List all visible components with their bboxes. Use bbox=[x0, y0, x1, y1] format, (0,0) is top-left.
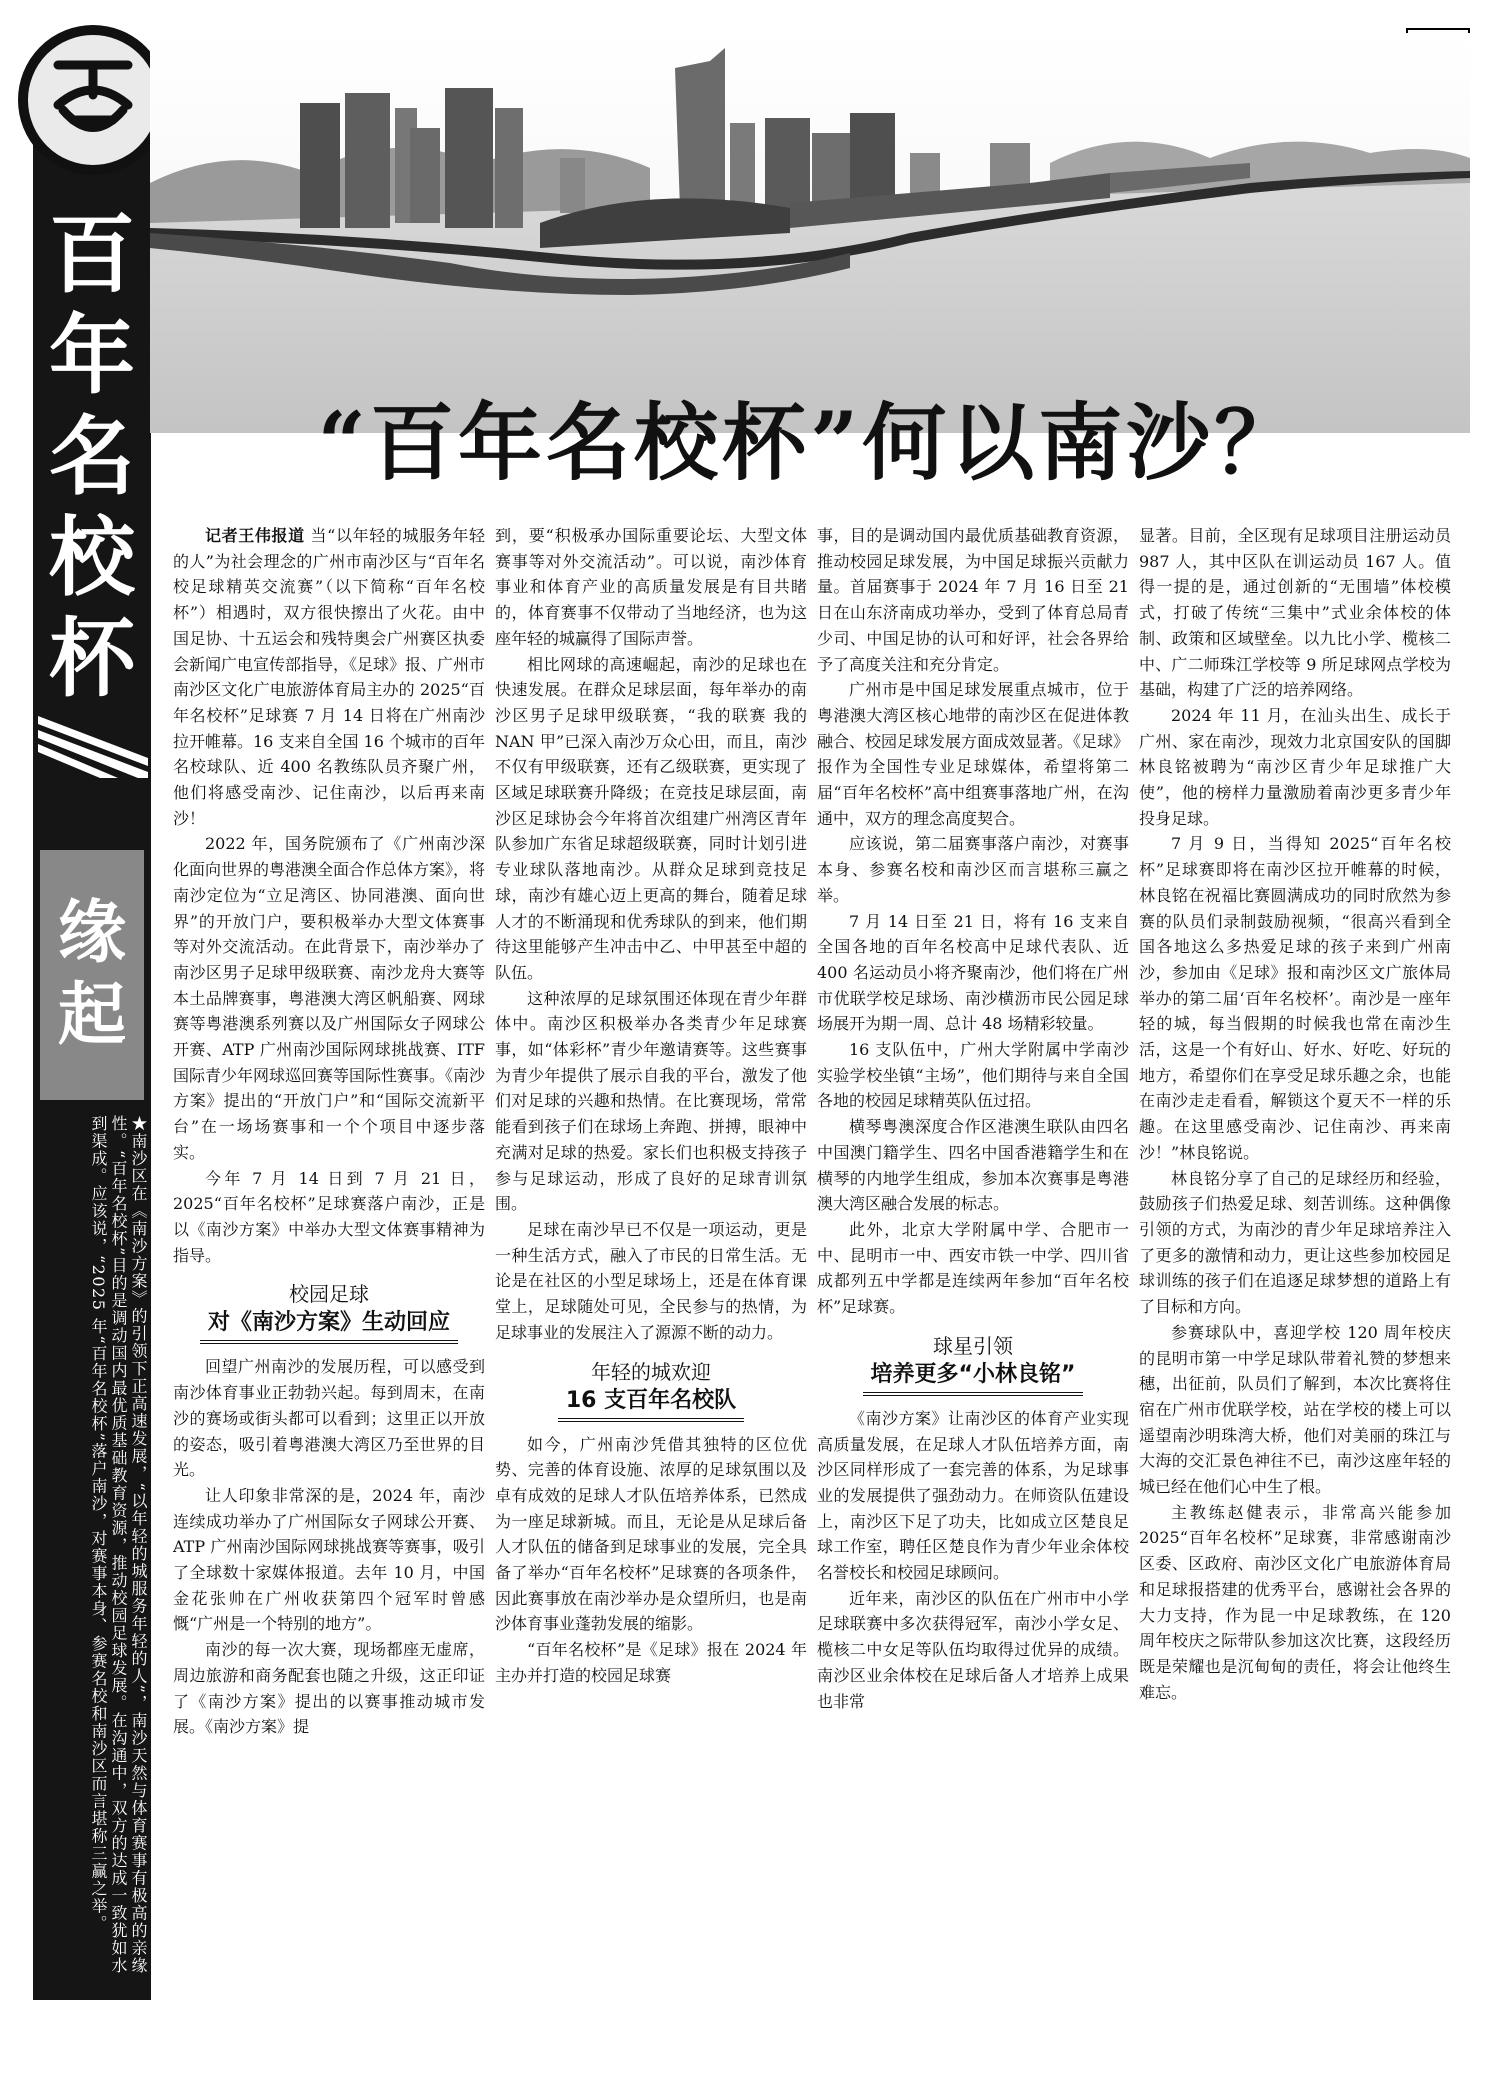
paragraph: 如今，广州南沙凭借其独特的区位优势、完善的体育设施、浓厚的足球氛围以及卓有成效的足球人才队伍培养体系，已然成为一座足球新城。而且，无论是从足球后备人才队伍的储备到足球事业的发展，完全具备了举办“百年名校杯”足球赛的各项条件，因此赛事放在南沙举办是众望所归，也是南沙体育事业蓬勃发展的缩影。 bbox=[495, 1434, 807, 1634]
column-4 bbox=[1134, 523, 1456, 2023]
section-logo bbox=[18, 25, 168, 175]
subheading-title: 对《南沙方案》生动回应 bbox=[200, 1308, 458, 1344]
title-char: 杯 bbox=[49, 609, 135, 709]
article-body bbox=[168, 523, 1458, 2023]
logo-glyph bbox=[28, 35, 158, 165]
subheading-title: 16 支百年名校队 bbox=[558, 1386, 744, 1422]
paragraph: 南沙的每一次大赛，现场都座无虚席，周边旅游和商务配套也随之升级，这正印证了《南沙方案》提出的以赛事推动城市发展。《南沙方案》提 bbox=[173, 1640, 485, 1737]
paragraph: 这种浓厚的足球氛围还体现在青少年群体中。南沙区积极举办各类青少年足球赛事，如“体彩杯”青少年邀请赛等。这些赛事为青少年提供了展示自我的平台，激发了他们对足球的兴趣和热情。在比赛现场，常常能看到孩子们在球场上奔跑、拼搏，眼神中充满对足球的热爱。家长们也积极支持孩子参与足球运动，形成了良好的足球青训氛围。 bbox=[495, 988, 807, 1214]
title-char: 校 bbox=[49, 508, 135, 608]
paragraph: 让人印象非常深的是，2024 年，南沙连续成功举办了广州国际女子网球公开赛、ATP 广州南沙国际网球挑战赛等赛事，吸引了全球数十家媒体报道。去年 10 月，中国金花张帅在广州收获第四个冠军时曾感慨“广州是一个特别的地方”。 bbox=[173, 1485, 485, 1634]
paragraph: 近年来，南沙区的队伍在广州市中小学足球联赛中多次获得冠军，南沙小学女足、榄核二中女足等队伍均取得过优异的成绩。南沙区业余体校在足球后备人才培养上成果也非常 bbox=[817, 1588, 1129, 1711]
paragraph: 主教练赵健表示，非常高兴能参加 2025“百年名校杯”足球赛，非常感谢南沙区委、区政府、南沙区文化广电旅游体育局和足球报搭建的优秀平台，感谢社会各界的大力支持，作为昆一中足球教练，在 120 周年校庆之际带队参加这次比赛，这段经历既是荣耀也是沉甸甸的责任，将会让他终生难忘。 bbox=[1139, 1502, 1451, 1702]
subheading-kicker: 年轻的城欢迎 bbox=[591, 1359, 711, 1384]
headline: “百年名校杯”何以南沙？ bbox=[317, 392, 1303, 492]
column-2 bbox=[490, 523, 812, 2023]
column-1 bbox=[168, 523, 490, 2023]
title-char: 百 bbox=[49, 205, 135, 305]
byline: 记者王伟报道 bbox=[205, 526, 305, 545]
paragraph: 当“以年轻的城服务年轻的人”为社会理念的广州市南沙区与“百年名校足球精英交流赛”（以下简称“百年名校杯”）相遇时，双方很快擦出了火花。由中国足协、十五运会和残特奥会广州赛区执委会新闻广电宣传部指导，《足球》报、广州市南沙区文化广电旅游体育局主办的 2025“百年名校杯”足球赛 7 月 14 日将在广州南沙拉开帷幕。16 支来自全国 16 个城市的百年名校球队、近 400 名教练队员齐聚广州，他们将感受南沙、记住南沙，以后再来南沙！ bbox=[173, 526, 486, 828]
paragraph: 参赛球队中，喜迎学校 120 周年校庆的昆明市第一中学足球队带着礼赞的梦想来穗，出征前，队员们了解到，本次比赛将住宿在广州市优联学校，站在学校的楼上可以遥望南沙明珠湾大桥，他们对美丽的珠江与大海的交汇景色神往不已，南沙这座年轻的城已经在他们心中生了根。 bbox=[1139, 1322, 1451, 1497]
sidebar-note: ★南沙区在《南沙方案》的引领下正高速发展，“以年轻的城服务年轻的人”，南沙天然与体育赛事有极高的亲缘性。“百年名校杯”目的是调动国内最优质基础教育资源，推动校园足球发展。在沟通中，双方的达成一致犹如水到渠成。应该说，“2025 年“百年名校杯”落户南沙，对赛事本身、参赛名校和南沙区而言堪称三赢之举。 bbox=[89, 1115, 148, 1975]
vertical-title bbox=[33, 205, 151, 710]
paragraph: 到，要“积极承办国际重要论坛、大型文体赛事等对外交流活动”。可以说，南沙体育事业和体育产业的高质量发展是有目共睹的，体育赛事不仅带动了当地经济，也为这座年轻的城赢得了国际声誉。 bbox=[495, 526, 807, 648]
paragraph: 今年 7 月 14 日到 7 月 21 日，2025“百年名校杯”足球赛落户南沙，正是以《南沙方案》中举办大型文体赛事精神为指导。 bbox=[173, 1168, 485, 1265]
paragraph: 回望广州南沙的发展历程，可以感受到南沙体育事业正勃勃兴起。每到周末，在南沙的赛场或街头都可以看到；这里正以开放的姿态，吸引着粤港澳大湾区乃至世界的目光。 bbox=[173, 1357, 485, 1480]
column-3 bbox=[812, 523, 1134, 2023]
subheading bbox=[173, 1280, 485, 1344]
decorative-stripes bbox=[38, 708, 148, 778]
paragraph: 2024 年 11 月，在汕头出生、成长于广州、家在南沙，现效力北京国安队的国脚林良铭被聘为“南沙区青少年足球推广大使”，他的榜样力量激励着南沙更多青少年投身足球。 bbox=[1139, 705, 1451, 828]
subheading-title: 培养更多“小林良铭” bbox=[863, 1360, 1084, 1396]
section-char: 起 bbox=[57, 976, 126, 1055]
section-char: 缘 bbox=[57, 894, 126, 973]
paragraph: 2022 年，国务院颁布了《广州南沙深化面向世界的粤港澳全面合作总体方案》，将南沙定位为“立足湾区、协同港澳、面向世界”的开放门户，要积极举办大型文体赛事等对外交流活动。在此背景下，南沙举办了南沙区男子足球甲级联赛、南沙龙舟大赛等本土品牌赛事，粤港澳大湾区帆船赛、网球赛等粤港澳系列赛以及广州国际女子网球公开赛、ATP 广州南沙国际网球挑战赛、ITF 国际青少年网球巡回赛等国际性赛事。《南沙方案》提出的“开放门户”和“国际交流新平台”在一场场赛事和一个个项目中逐步落实。 bbox=[173, 834, 486, 1162]
paragraph: 《南沙方案》让南沙区的体育产业实现高质量发展，在足球人才队伍培养方面，南沙区同样形成了一套完善的体系，为足球事业的发展提供了强劲动力。在师资队伍建设上，南沙区下足了功夫，比如成立区楚良足球工作室，聘任区楚良作为青少年业余体校名誉校长和校园足球顾问。 bbox=[817, 1408, 1129, 1583]
subheading bbox=[495, 1358, 807, 1422]
subheading bbox=[817, 1332, 1129, 1396]
paragraph: 相比网球的高速崛起，南沙的足球也在快速发展。在群众足球层面，每年举办的南沙区男子足球甲级联赛，“我的联赛 我的 NAN 甲”已深入南沙万众心田，而且，南沙不仅有甲级联赛，还有乙级联赛，更实现了区域足球联赛升降级；在竞技足球层面，南沙区足球协会今年将首次组建广州湾区青年队参加广东省足球超级联赛，同时计划引进专业球队落地南沙。从群众足球到竞技足球，南沙有雄心迈上更高的舞台，随着足球人才的不断涌现和优秀球队的到来，他们期待这里能够产生冲击中乙、中甲甚至中超的队伍。 bbox=[495, 654, 807, 982]
section-label bbox=[40, 850, 144, 1100]
paragraph: 16 支队伍中，广州大学附属中学南沙实验学校坐镇“主场”，他们期待与来自全国各地的校园足球精英队伍过招。 bbox=[817, 1040, 1129, 1111]
city-panorama-photo bbox=[150, 33, 1470, 433]
paragraph: 此外，北京大学附属中学、合肥市一中、昆明市一中、西安市铁一中学、四川省成都列五中学都是连续两年参加“百年名校杯”足球赛。 bbox=[817, 1219, 1129, 1317]
paragraph: 广州市是中国足球发展重点城市，位于粤港澳大湾区核心地带的南沙区在促进体教融合、校园足球发展方面成效显著。《足球》报作为全国性专业足球媒体，希望将第二届“百年名校杯”高中组赛事落地广州，在沟通中，双方的理念高度契合。 bbox=[817, 680, 1130, 828]
paragraph: 显著。目前，全区现有足球项目注册运动员 987 人，其中区队在训运动员 167 人。值得一提的是，通过创新的“无围墙”体校模式，打破了传统“三集中”式业余体校的体制、政策和区域壁垒。以九比小学、榄核二中、广二师珠江学校等 9 所足球网点学校为基础，构建了广泛的培养网络。 bbox=[1139, 526, 1451, 700]
subheading-kicker: 校园足球 bbox=[289, 1282, 369, 1307]
paragraph: 横琴粤澳深度合作区港澳生联队由四名中国澳门籍学生、四名中国香港籍学生和在横琴的内地学生组成，参加本次赛事是粤港澳大湾区融合发展的标志。 bbox=[817, 1117, 1129, 1214]
paragraph: “百年名校杯”是《足球》报在 2024 年主办并打造的校园足球赛 bbox=[495, 1640, 807, 1685]
paragraph: 7 月 14 日至 21 日，将有 16 支来自全国各地的百年名校高中足球代表队、近 400 名运动员小将齐聚南沙，他们将在广州市优联学校足球场、南沙横沥市民公园足球场展开为期一周、总计 48 场精彩较量。 bbox=[817, 911, 1129, 1034]
paragraph: 足球在南沙早已不仅是一项运动，更是一种生活方式，融入了市民的日常生活。无论是在社区的小型足球场上，还是在体育课堂上，足球随处可见，全民参与的热情，为足球事业的发展注入了源源不断的动力。 bbox=[495, 1219, 807, 1342]
paragraph: 7 月 9 日，当得知 2025“百年名校杯”足球赛即将在南沙区拉开帷幕的时候，林良铭在祝福比赛圆满成功的同时欣然为参赛的队员们录制鼓励视频，“很高兴看到全国各地这么多热爱足球的孩子来到广州南沙，参加由《足球》报和南沙区文广旅体局举办的第二届‘百年名校杯’。南沙是一座年轻的城，每当假期的时候我也常在南沙生活，这是一个有好山、好水、好吃、好玩的地方，希望你们在享受足球乐趣之余，也能在南沙走走看看，解锁这个夏天不一样的乐趣。在这里感受南沙、记住南沙、再来南沙！”林良铭说。 bbox=[1139, 834, 1451, 1162]
title-char: 年 bbox=[49, 306, 135, 406]
title-char: 名 bbox=[49, 407, 135, 507]
subheading-kicker: 球星引领 bbox=[933, 1333, 1013, 1358]
paragraph: 应该说，第二届赛事落户南沙，对赛事本身、参赛名校和南沙区而言堪称三赢之举。 bbox=[817, 834, 1129, 905]
paragraph: 事，目的是调动国内最优质基础教育资源，推动校园足球发展，为中国足球振兴贡献力量。首届赛事于 2024 年 7 月 16 日至 21 日在山东济南成功举办，受到了体育总局青少司、中国足协的认可和好评，社会各界给予了高度关注和充分肯定。 bbox=[817, 526, 1129, 674]
paragraph: 林良铭分享了自己的足球经历和经验，鼓励孩子们热爱足球、刻苦训练。这种偶像引领的方式，为南沙的青少年足球培养注入了更多的激情和动力，更让这些参加校园足球训练的孩子们在追逐足球梦想的道路上有了目标和方向。 bbox=[1139, 1168, 1451, 1317]
